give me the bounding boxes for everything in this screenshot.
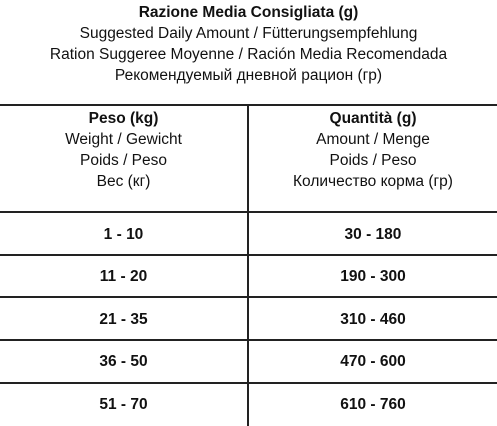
title-english-german: Suggested Daily Amount / Fütterungsempfehlung xyxy=(79,25,418,42)
weight-header-russian: Вес (кг) xyxy=(96,173,151,190)
row-4-divider xyxy=(0,382,497,384)
weight-header-english-german: Weight / Gewicht xyxy=(65,131,182,148)
weight-header-italian: Peso (kg) xyxy=(88,110,159,127)
amount-header-italian: Quantità (g) xyxy=(329,110,417,127)
title-russian: Рекомендуемый дневной рацион (гр) xyxy=(114,67,383,84)
table-row-2-amount: 190 - 300 xyxy=(340,268,406,285)
weight-column-header xyxy=(0,108,247,192)
table-row-1-amount: 30 - 180 xyxy=(344,226,402,243)
table-row-3-amount: 310 - 460 xyxy=(340,311,406,328)
amount-header-russian: Количество корма (гр) xyxy=(293,173,453,190)
table-row-4-weight: 36 - 50 xyxy=(99,353,148,370)
weight-header-french-spanish: Poids / Peso xyxy=(79,152,168,169)
title-french-spanish: Ration Suggeree Moyenne / Ración Media Recomendada xyxy=(49,46,448,63)
table-row-5-weight: 51 - 70 xyxy=(99,396,148,413)
header-bottom-divider xyxy=(0,211,497,213)
row-1-divider xyxy=(0,254,497,256)
table-row-3-weight: 21 - 35 xyxy=(99,311,148,328)
table-row-1-weight: 1 - 10 xyxy=(103,226,144,243)
amount-header-french-spanish: Poids / Peso xyxy=(329,152,417,169)
title-italian: Razione Media Consigliata (g) xyxy=(138,4,359,21)
amount-column-header xyxy=(249,108,497,192)
row-3-divider xyxy=(0,339,497,341)
table-row-5-amount: 610 - 760 xyxy=(340,396,406,413)
feeding-guide-title xyxy=(0,2,497,86)
row-2-divider xyxy=(0,296,497,298)
table-row-4-amount: 470 - 600 xyxy=(340,353,406,370)
amount-header-english-german: Amount / Menge xyxy=(316,131,430,148)
table-row-2-weight: 11 - 20 xyxy=(99,268,148,285)
